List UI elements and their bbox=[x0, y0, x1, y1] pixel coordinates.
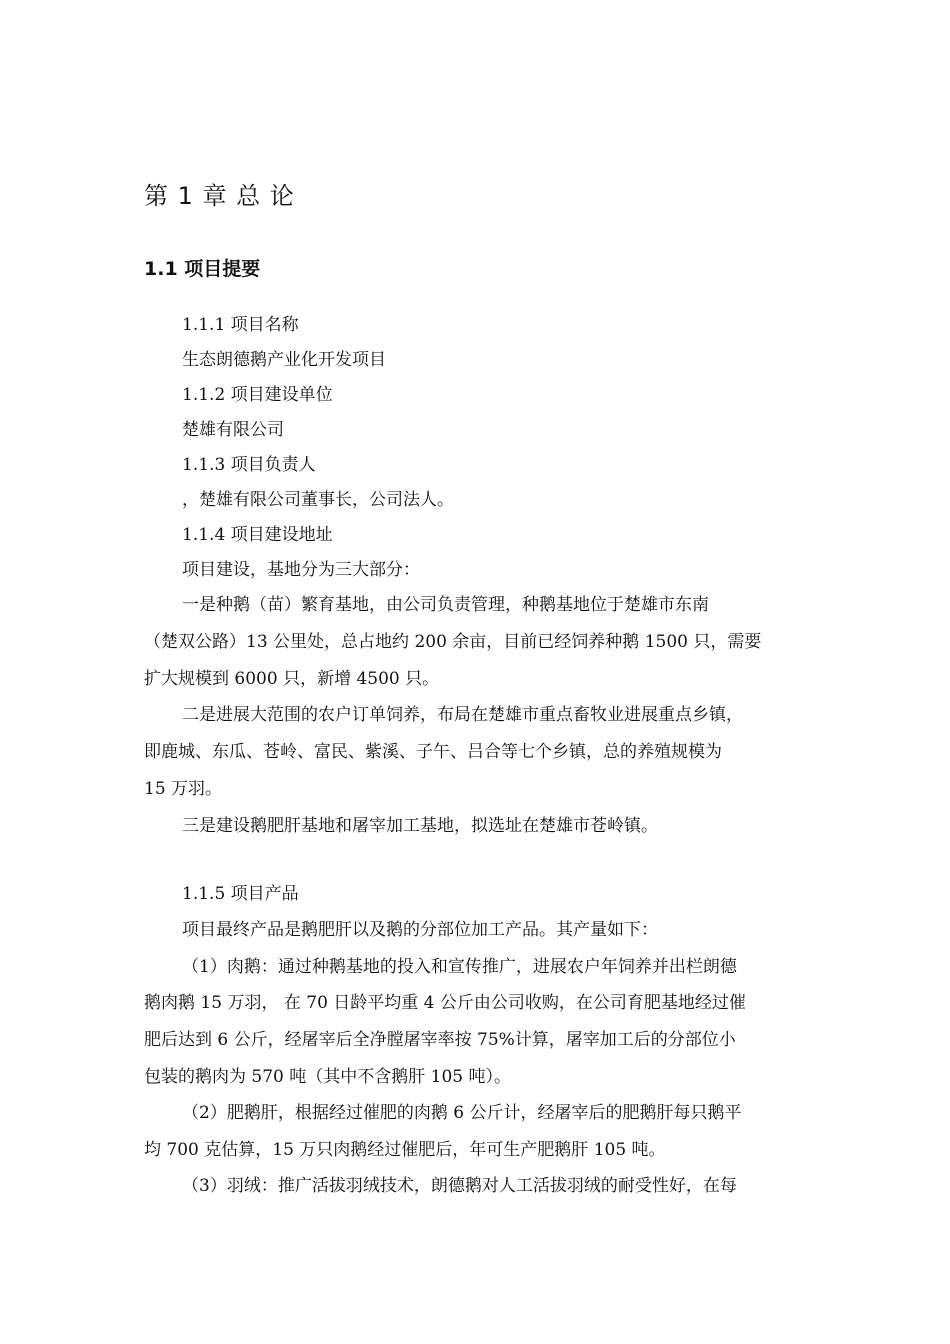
subsection-heading-owner: 1.1.3 项目负责人 bbox=[182, 455, 316, 475]
subsection-heading-name: 1.1.1 项目名称 bbox=[182, 315, 299, 335]
paragraph-text: 15 万羽。 bbox=[144, 779, 223, 799]
subsection-heading-products: 1.1.5 项目产品 bbox=[182, 884, 299, 904]
paragraph-text: 二是进展大范围的农户订单饲养，布局在楚雄市重点畜牧业进展重点乡镇， bbox=[182, 705, 743, 725]
subsection-heading-location: 1.1.4 项目建设地址 bbox=[182, 525, 333, 545]
chapter-title: 第 1 章 总 论 bbox=[144, 182, 295, 210]
construction-unit: 楚雄有限公司 bbox=[182, 420, 284, 440]
project-name: 生态朗德鹅产业化开发项目 bbox=[182, 350, 386, 370]
section-title: 1.1 项目提要 bbox=[144, 258, 261, 280]
paragraph-text: 肥后达到 6 公斤，经屠宰后全净膛屠宰率按 75%计算，屠宰加工后的分部位小 bbox=[144, 1030, 736, 1050]
project-owner: ，楚雄有限公司董事长，公司法人。 bbox=[182, 490, 454, 510]
paragraph-text: 扩大规模到 6000 只，新增 4500 只。 bbox=[144, 669, 440, 689]
paragraph-text: 一是种鹅（苗）繁育基地，由公司负责管理，种鹅基地位于楚雄市东南 bbox=[182, 595, 709, 615]
paragraph-text: 三是建设鹅肥肝基地和屠宰加工基地，拟选址在楚雄市苍岭镇。 bbox=[182, 816, 658, 836]
paragraph-text: （楚双公路）13 公里处，总占地约 200 余亩，目前已经饲养种鹅 1500 只，需要 bbox=[144, 632, 762, 652]
paragraph-text: 均 700 克估算，15 万只肉鹅经过催肥后，年可生产肥鹅肝 105 吨。 bbox=[144, 1140, 666, 1160]
paragraph-text: 包装的鹅肉为 570 吨（其中不含鹅肝 105 吨）。 bbox=[144, 1067, 512, 1087]
paragraph-text: （3）羽绒：推广活拔羽绒技术，朗德鹅对人工活拔羽绒的耐受性好，在每 bbox=[182, 1176, 737, 1196]
paragraph-text: 即鹿城、东瓜、苍岭、富民、紫溪、子午、吕合等七个乡镇，总的养殖规模为 bbox=[144, 742, 722, 762]
paragraph-text: （2）肥鹅肝，根据经过催肥的肉鹅 6 公斤计，经屠宰后的肥鹅肝每只鹅平 bbox=[182, 1103, 742, 1123]
paragraph-text: 鹅肉鹅 15 万羽， 在 70 日龄平均重 4 公斤由公司收购，在公司育肥基地经过催 bbox=[144, 993, 746, 1013]
paragraph-text: 项目建设，基地分为三大部分： bbox=[182, 560, 420, 580]
paragraph-text: （1）肉鹅：通过种鹅基地的投入和宣传推广，进展农户年饲养并出栏朗德 bbox=[182, 957, 737, 977]
subsection-heading-unit: 1.1.2 项目建设单位 bbox=[182, 385, 333, 405]
paragraph-text: 项目最终产品是鹅肥肝以及鹅的分部位加工产品。其产量如下： bbox=[182, 920, 658, 940]
